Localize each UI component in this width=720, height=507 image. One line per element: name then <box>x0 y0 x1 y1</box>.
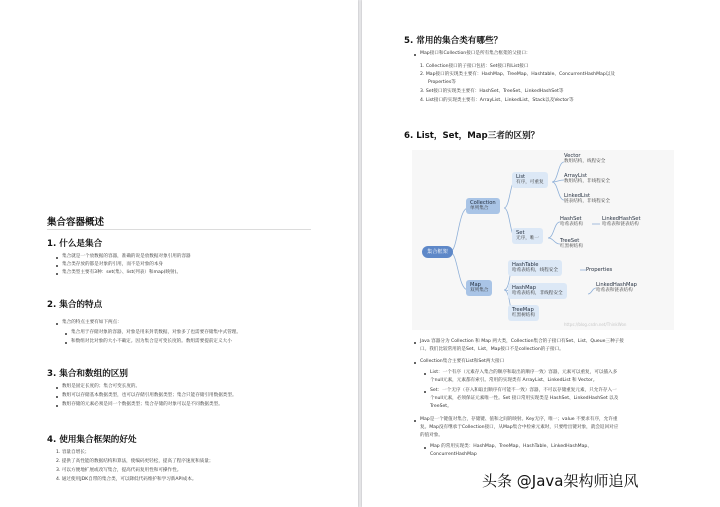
mindmap-node-set <box>512 228 543 244</box>
paragraph-line: Collection集合主要有List和Set两大接口 <box>420 359 505 364</box>
mindmap-node-arraylist <box>564 173 610 185</box>
node-sub: 哈希表结构 <box>560 222 583 228</box>
mindmap-node-treemap <box>508 305 539 321</box>
paragraph-line: 复。Map没有继承于Collection接口，从Map集合中检索元素时，只要给出键对象，就会返回对应 <box>420 425 619 430</box>
mindmap-node-collection <box>466 198 500 214</box>
bullet <box>56 323 58 325</box>
section-5-heading: 5. 常用的集合类有哪些？ <box>404 36 503 46</box>
mindmap-node-vector <box>564 153 605 165</box>
list-item: 数组存储的元素必须是同一个数据类型；集合存储的对象可以是不同数据类型。 <box>62 402 223 407</box>
list-item: Map接口和Collection接口是所有集合框架的父接口： <box>420 51 531 56</box>
left-page <box>0 0 358 507</box>
list-item: 数组是固定长度的；集合可变长度的。 <box>62 384 141 389</box>
mindmap-node-treeset <box>560 238 583 250</box>
bullet <box>56 257 58 259</box>
bullet <box>56 405 58 407</box>
node-label: HashTable <box>512 262 539 268</box>
list-item: 4. List接口的实现类主要有：ArrayList、LinkedList、Stack以及Vector等 <box>420 98 574 103</box>
list-item: 集合类型主要有3种：set(集）、list(列表）和map(映射)。 <box>62 270 182 275</box>
mindmap-node-hashmap <box>508 283 567 299</box>
bullet <box>56 273 58 275</box>
node-label: HashSet <box>560 216 582 222</box>
list-item: 4. 通过使用JDK自带的集合类，可以降低代码维护和学习新API成本。 <box>56 477 197 482</box>
list-item: Properties等 <box>428 80 456 85</box>
node-label: Set <box>516 230 525 236</box>
page-title: 集合容器概述 <box>47 217 105 228</box>
list-item: 1. 容量自增长； <box>56 450 90 455</box>
node-sub: 红黑树结构 <box>512 313 535 319</box>
node-sub: 哈希表结构，非线程安全 <box>512 291 563 297</box>
sub-bullet <box>65 333 67 335</box>
list-item: 2. Map接口的实现类主要有：HashMap、TreeMap、Hashtable、ConcurrentHashMap以及 <box>420 72 615 77</box>
node-label: HashMap <box>512 285 537 291</box>
node-label: Collection <box>470 200 496 206</box>
platform-watermark: 头条 @Java架构师追风 <box>482 472 639 490</box>
paragraph-line: List：一个有序（元素存入集合的顺序和取出的顺序一致）容器，元素可以重复，可以插入多 <box>430 370 618 375</box>
mindmap-node-list <box>512 172 548 188</box>
section-3-heading: 3. 集合和数组的区别 <box>47 369 128 379</box>
node-sub: 红黑树结构 <box>560 244 583 250</box>
section-6-heading: 6. List，Set，Map三者的区别？ <box>404 131 540 141</box>
list-item: 集合类存放的都是对象的引用，而不是对象的本身 <box>62 262 164 267</box>
node-sub: 哈希表和链表结构 <box>602 222 639 228</box>
node-sub: 哈希表和链表结构 <box>596 288 633 294</box>
node-sub: 数组结构，非线程安全 <box>564 179 610 185</box>
list-item: 集合的特点主要有如下两点： <box>62 320 122 325</box>
node-label: LinkedList <box>564 193 590 199</box>
node-sub: 数组结构，线程安全 <box>564 159 606 165</box>
node-sub: 双列集合 <box>470 288 489 294</box>
collection-mindmap <box>412 150 674 330</box>
node-label: TreeSet <box>560 238 580 244</box>
bullet <box>56 265 58 267</box>
section-2-heading: 2. 集合的特点 <box>47 300 103 310</box>
list-item: 2. 提供了高性能的数据结构和算法，使编码更轻松，提高了程序速度和质量； <box>56 459 214 464</box>
list-item: 3. Set接口的实现类主要有：HashSet、TreeSet、LinkedHashSet等 <box>420 89 564 94</box>
mindmap-node-linkedhashmap <box>596 282 637 294</box>
node-sub: 单列集合 <box>470 206 489 212</box>
mindmap-node-properties: Properties <box>586 267 613 273</box>
mindmap-node-hashtable <box>508 260 562 276</box>
node-sub: 链表结构，非线程安全 <box>564 199 610 205</box>
list-item: 1. Collection接口的子接口包括：Set接口和List接口 <box>420 64 529 69</box>
node-label: List <box>516 174 526 180</box>
node-label: Map <box>470 282 481 288</box>
node-label: LinkedHashSet <box>602 216 641 222</box>
paragraph-line: 个null元素，必须保证元素唯一性。Set 接口常用实现类是 HashSet、LinkedHashSet 以及 <box>430 396 619 401</box>
paragraph-line: Map是一个键值对集合，存储键、值和之间的映射。Key无序，唯一；value 不要求有序，允许重 <box>420 417 618 422</box>
mindmap-node-linkedlist <box>564 193 610 205</box>
mindmap-node-hashset <box>560 216 583 228</box>
node-sub: 无序，唯一 <box>516 236 539 242</box>
list-item: 集合就是一个放数据的容器，准确的说是放数据对象引用的容器 <box>62 254 191 259</box>
list-item: 集合用于存储对象的容器，对象是用来封装数据，对象多了也需要存储集中式管理。 <box>71 330 241 335</box>
list-item: 和数组对比对象的大小不确定。因为集合是可变长度的。数组需要提前定义大小 <box>71 339 232 344</box>
bullet <box>56 396 58 398</box>
paragraph-line: ConcurrentHashMap <box>430 452 477 457</box>
paragraph-line: TreeSet。 <box>430 404 452 409</box>
blog-watermark: https://blog.csdn.net/ThinkWon <box>564 322 627 327</box>
paragraph-line: 的值对象。 <box>420 433 443 438</box>
paragraph-line: Set：一个无序（存入和取出顺序有可能不一致）容器，不可以存储重复元素，只允许存入一 <box>430 388 617 393</box>
node-label: ArrayList <box>564 173 588 179</box>
section-4-heading: 4. 使用集合框架的好处 <box>47 435 137 445</box>
paragraph-line: Java 容器分为 Collection 和 Map 两大类，Collection集合的子接口有Set、List、Queue三种子接 <box>420 339 624 344</box>
list-item: 3. 可以方便地扩展或改写集合，提高代码复用性和可操作性。 <box>56 468 182 473</box>
section-1-heading: 1. 什么是集合 <box>47 239 103 249</box>
title-divider <box>47 229 311 230</box>
bullet <box>56 387 58 389</box>
mindmap-node-map <box>466 280 492 296</box>
mindmap-node-linkedhashset <box>602 216 641 228</box>
node-label: TreeMap <box>512 307 534 313</box>
paragraph-line: 口。我们比较常用的是Set、List，Map接口不是collection的子接口。 <box>420 347 564 352</box>
node-sub: 有序，可重复 <box>516 180 544 186</box>
mindmap-root: 集合框架 <box>422 246 453 258</box>
list-item: 数组可以存储基本数据类型，也可以存储引用数据类型；集合只能存储引用数据类型。 <box>62 393 237 398</box>
paragraph-line: Map 的常用实现类：HashMap、TreeMap、HashTable、LinkedHashMap、 <box>430 444 592 449</box>
paragraph-line: 个null元素，元素都有索引。常用的实现类有 ArrayList、LinkedList 和 Vector。 <box>430 378 598 383</box>
node-sub: 哈希表结构，线程安全 <box>512 268 558 274</box>
node-label: LinkedHashMap <box>596 282 637 288</box>
sub-bullet <box>65 342 67 344</box>
node-label: Vector <box>564 153 581 159</box>
